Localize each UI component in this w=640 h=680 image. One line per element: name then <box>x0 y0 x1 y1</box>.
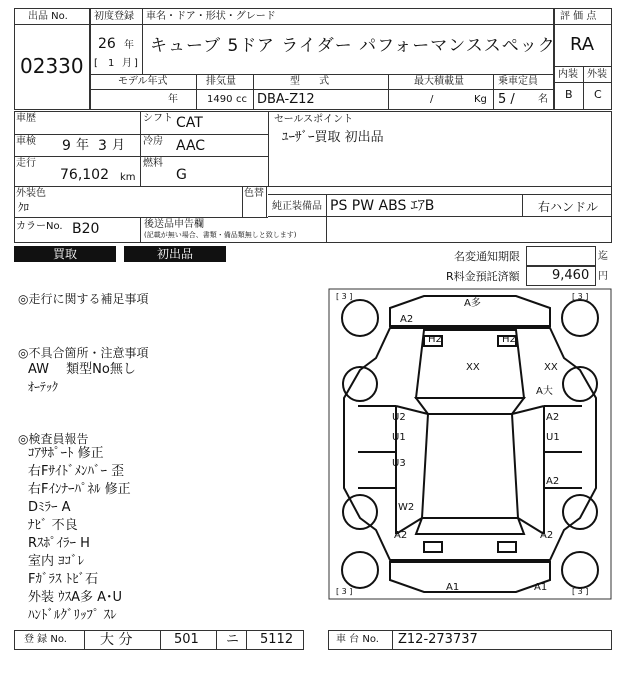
equipment-value: PS PW ABS ｴｱB <box>330 198 435 214</box>
mark-u1-right: U1 <box>546 432 560 443</box>
exterior-grade: C <box>594 88 602 101</box>
mark-a2-l3: A2 <box>394 530 408 541</box>
sales-point-label: セールスポイント <box>274 114 354 125</box>
mark-a1-left: A1 <box>446 582 460 593</box>
defects-header: ◎不具合箇所・注意事項 <box>18 346 149 360</box>
year-unit: 年 <box>124 40 134 51</box>
name-change-label: 名変通知期限 <box>454 250 520 263</box>
ship-label: 後送品申告欄 <box>144 219 204 230</box>
month-unit: 月 <box>122 58 132 69</box>
interior-grade: B <box>565 88 573 101</box>
handle-value: 右ハンドル <box>538 200 599 214</box>
mark-w2: W2 <box>398 502 415 513</box>
capacity-label: 乗車定員 <box>498 76 538 87</box>
first-reg-month: 1 <box>108 58 115 69</box>
recycle-unit: 円 <box>598 271 608 282</box>
first-reg-label: 初度登録 <box>94 11 134 22</box>
defect-line: AW 類型No無し <box>28 362 136 377</box>
history-label: 車歴 <box>16 113 36 124</box>
fuel-label: 燃料 <box>143 158 163 169</box>
defect-line: ｵｰﾃｯｸ <box>28 380 59 394</box>
corner-tl: [ 3 ] <box>336 292 353 301</box>
name-change-unit: 迄 <box>598 251 608 262</box>
mark-u3: U3 <box>392 458 406 469</box>
driving-notes-header: ◎走行に関する補足事項 <box>18 292 149 306</box>
recycle-label: R料金預託済額 <box>446 270 520 283</box>
displacement-value: 1490 <box>207 94 233 105</box>
plate-class: 501 <box>174 632 199 647</box>
mark-a2-r2: A2 <box>546 476 560 487</box>
color-change-label: 色替 <box>244 188 264 199</box>
corner-bl: [ 3 ] <box>336 587 353 596</box>
mark-u1-left: U1 <box>392 432 406 443</box>
plate-label: 登 録 No. <box>24 634 67 645</box>
capacity-unit: 名 <box>538 94 548 105</box>
inspector-line: ﾊﾝﾄﾞﾙｸﾞﾘｯﾌﾟ ｽﾚ <box>28 608 117 623</box>
color-no-label: カラーNo. <box>16 221 63 232</box>
inspector-line: 室内 ﾖｺﾞﾚ <box>28 554 85 569</box>
lot-label: 出品 No. <box>28 11 68 22</box>
mark-a2-r3: A2 <box>540 530 554 541</box>
inspector-header: ◎検査員報告 <box>18 432 89 446</box>
inspection-label: 車検 <box>16 136 36 147</box>
displacement-unit: cc <box>236 94 247 105</box>
car-name: キューブ 5ドア ライダー パフォーマンススペック <box>150 36 556 56</box>
mark-xx-right: XX <box>544 362 558 373</box>
ac-label: 冷房 <box>143 136 163 147</box>
model-year-value: 年 <box>168 94 178 105</box>
mark-xx-center: XX <box>466 362 480 373</box>
type-label: 型 式 <box>290 76 338 87</box>
inspector-line: ﾅﾋﾞ 不良 <box>28 518 78 533</box>
mark-u2: U2 <box>392 412 406 423</box>
displacement-label: 排気量 <box>206 76 236 87</box>
car-outline <box>328 288 612 600</box>
corner-tr: [ 3 ] <box>572 292 589 301</box>
load-unit: Kg <box>474 94 487 105</box>
inspector-line: 外装 ｳｽA多 A･U <box>28 590 123 605</box>
interior-label: 内装 <box>558 69 578 80</box>
max-load-label: 最大積載量 <box>414 76 464 87</box>
inspector-line: 右Fｲﾝﾅｰﾊﾟﾈﾙ 修正 <box>28 482 131 497</box>
inspection-month: 3 <box>98 138 107 154</box>
mark-a2-r1: A2 <box>546 412 560 423</box>
shift-label: シフト <box>143 113 173 124</box>
inspector-line: Rｽﾎﾟｲﾗｰ H <box>28 536 90 551</box>
mark-h2-left: H2 <box>428 334 442 345</box>
equipment-label: 純正装備品 <box>272 201 322 212</box>
car-diagram <box>328 288 612 600</box>
month-bracket: [ <box>94 58 98 69</box>
mark-a2-top: A2 <box>400 314 414 325</box>
first-reg-year: 26 <box>98 36 116 52</box>
model-type: DBA-Z12 <box>257 92 315 107</box>
inspection-month-unit: 月 <box>112 138 126 153</box>
exterior-color-label: 外装色 <box>16 188 46 199</box>
sales-point: ﾕｰｻﾞｰ買取 初出品 <box>282 130 384 145</box>
mark-a-many: A多 <box>464 298 481 309</box>
inspection-year: 9 <box>62 138 71 154</box>
inspector-line: 右Fｻｲﾄﾞﾒﾝﾊﾞｰ 歪 <box>28 464 125 479</box>
grade-label: 評 価 点 <box>560 11 597 22</box>
plate-region: 大 分 <box>100 632 133 648</box>
tag-first: 初出品 <box>124 246 226 262</box>
mileage-value: 76,102 <box>60 167 109 183</box>
inspector-line: Dﾐﾗｰ A <box>28 500 71 515</box>
name-change-box <box>526 246 596 266</box>
exterior-color: ｸﾛ <box>18 201 29 214</box>
mileage-unit: km <box>120 172 136 183</box>
inspector-line: ｺｱｻﾎﾟｰﾄ 修正 <box>28 446 104 461</box>
month-bracket-close: ] <box>134 58 138 69</box>
chassis-label: 車 台 No. <box>336 634 379 645</box>
ac-value: AAC <box>176 138 206 154</box>
color-no: B20 <box>72 221 100 237</box>
shift-value: CAT <box>176 115 203 131</box>
chassis-no: Z12-273737 <box>398 632 478 647</box>
exterior-label: 外装 <box>587 69 607 80</box>
grade-value: RA <box>570 34 595 55</box>
ship-note: (記載が無い場合、書類・備品類無しと致します) <box>144 231 297 239</box>
inspector-line: Fｶﾞﾗｽ ﾄﾋﾞ石 <box>28 572 99 587</box>
mark-a1-right: A1 <box>534 582 548 593</box>
fuel-value: G <box>176 167 187 183</box>
mark-a-large: A大 <box>536 386 553 397</box>
corner-br: [ 3 ] <box>572 587 589 596</box>
capacity-value: 5 / <box>498 92 515 107</box>
car-name-label: 車名・ドア・形状・グレード <box>146 11 276 22</box>
model-year-label: モデル年式 <box>118 76 168 87</box>
plate-kana: ニ <box>226 632 240 647</box>
inspection-year-unit: 年 <box>76 138 90 153</box>
lot-number: 02330 <box>20 54 84 78</box>
max-load-value: / <box>430 94 434 105</box>
recycle-value: 9,460 <box>552 268 590 283</box>
tag-buy: 買取 <box>14 246 116 262</box>
mark-h2-right: H2 <box>502 334 516 345</box>
mileage-label: 走行 <box>16 158 36 169</box>
plate-number: 5112 <box>260 632 294 647</box>
